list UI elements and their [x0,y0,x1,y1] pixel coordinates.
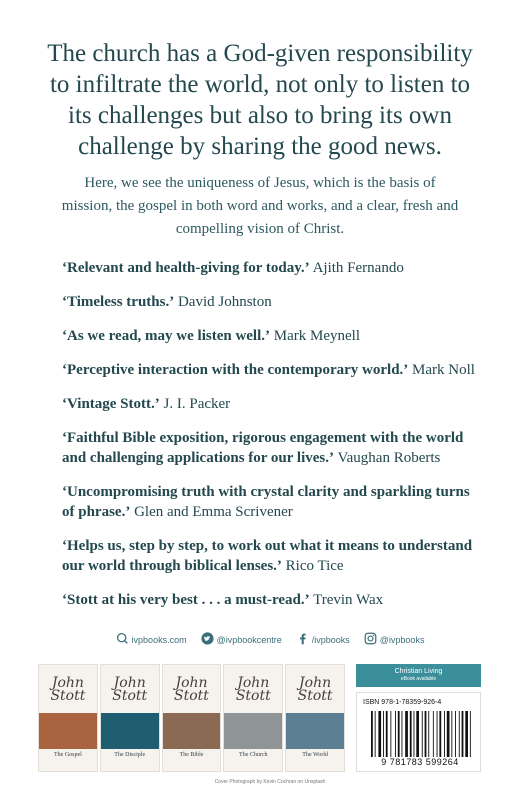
cover-image [286,713,344,749]
cover-thumbnail: John Stott The Disciple [100,664,160,772]
search-icon [116,632,129,647]
cover-image [101,713,159,749]
isbn-text: ISBN 978-1-78359-926-4 [363,699,442,706]
endorsement: ‘As we read, may we listen well.’ Mark Meynell [62,328,360,344]
endorsement: ‘Faithful Bible exposition, rigorous engagement with the world and challenging applications for our lives.’ Vaughan Roberts [62,430,464,466]
endorsement: ‘Perceptive interaction with the contemporary world.’ Mark Noll [62,362,475,378]
cover-image [224,713,282,749]
instagram-link[interactable]: @ivpbooks [364,632,425,647]
endorsement: ‘Helps us, step by step, to work out what it means to understand our world through biblical lenses.’ Rico Tice [62,538,473,574]
twitter-link[interactable]: @ivpbookcentre [201,632,282,647]
isbn-block [356,692,481,772]
barcode-number: 9 781783 599264 [381,757,459,767]
cover-image [39,713,97,749]
endorsements [62,258,482,624]
cover-thumbnail: John Stott The Church [223,664,283,772]
category-label: Christian Living eBook available [356,664,481,687]
endorsement: ‘Stott at his very best . . . a must-read.’ Trevin Wax [62,592,384,608]
cover-thumbnail: John Stott The Gospel [38,664,98,772]
instagram-icon [364,632,377,647]
cover-thumbnail: John Stott The World [285,664,345,772]
series-covers [38,664,345,772]
endorsement: ‘Uncompromising truth with crystal clarity and sparkling turns of phrase.’ Glen and Emma Scrivener [62,484,470,520]
cover-image [163,713,221,749]
twitter-icon [201,632,214,647]
facebook-link[interactable]: /ivpbooks [296,632,350,647]
headline: The church has a God-given responsibility to infiltrate the world, not only to listen to its challenges but also to bring its own challenge by sharing the good news. [47,40,473,160]
barcode-icon [371,711,476,757]
facebook-icon [296,632,309,647]
endorsement: ‘Relevant and health-giving for today.’ Ajith Fernando [62,260,404,276]
photo-credit: Cover Photograph by Kevin Cochran on Unsplash [214,779,326,785]
social-links [110,632,430,647]
description: Here, we see the uniqueness of Jesus, which is the basis of mission, the gospel in both word and works, and a clear, fresh and compelling vision of Christ. [61,175,459,237]
endorsement: ‘Vintage Stott.’ J. I. Packer [62,396,231,412]
cover-thumbnail: John Stott The Bible [162,664,222,772]
website-link[interactable]: ivpbooks.com [116,632,187,647]
endorsement: ‘Timeless truths.’ David Johnston [62,294,272,310]
